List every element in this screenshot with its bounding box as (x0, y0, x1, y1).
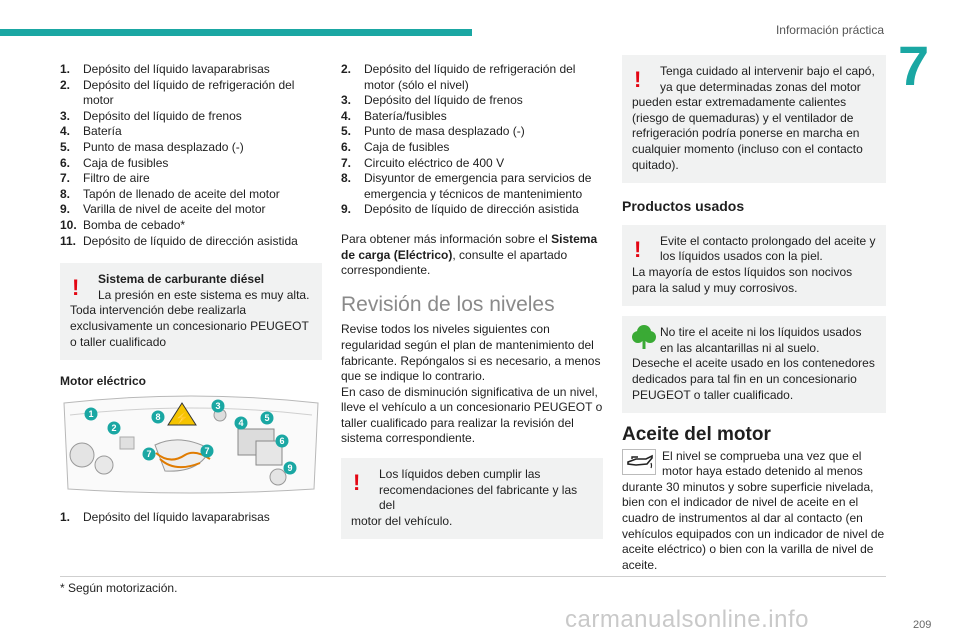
chapter-number: 7 (898, 34, 930, 97)
warning-box-hot-engine (622, 55, 886, 183)
callout-label: 9 (287, 463, 293, 474)
charging-info-text: Para obtener más información sobre el Sistema de carga (Eléctrico), consulte el apartado correspondiente. (341, 231, 598, 278)
warning-icon: ! (634, 236, 642, 262)
column-1 (60, 62, 322, 390)
list-item: 2. Depósito del líquido de refrigeración del motor (sólo el nivel) (341, 62, 576, 92)
page-number: 209 (913, 619, 932, 631)
levels-paragraph: En caso de disminución significativa de un nivel, lleve el vehículo a un concesionario PEUGEOT o taller cualificado para realizar la revisión del sistema correspondiente. (341, 384, 603, 446)
list-item: 5. Punto de masa desplazado (-) (60, 139, 244, 154)
warning-text: La mayoría de estos líquidos son nocivos para la salud y muy corrosivos. (632, 264, 853, 295)
eco-box-disposal (622, 316, 886, 413)
oil-level-text (622, 449, 886, 574)
warning-box-fluids (341, 458, 603, 539)
callout-2 (108, 422, 121, 435)
warning-text: Toda intervención debe realizarla exclusivamente un concesionario PEUGEOT o taller cualificado (70, 303, 309, 349)
list-item: 6. Caja de fusibles (341, 139, 450, 154)
list-item: 7. Filtro de aire (60, 171, 150, 186)
warning-box-used-products (622, 225, 886, 306)
engine-oil-heading: Aceite del motor (622, 424, 771, 446)
tree-icon (632, 324, 656, 350)
callout-label: 7 (204, 446, 210, 457)
eco-text: Deseche el aceite usado en los contenedores dedicados para tal fin en un concesionario PEUGEOT o taller cualificado. (632, 356, 875, 402)
list-item: 1. Depósito del líquido lavaparabrisas (60, 510, 270, 524)
callout-8 (152, 411, 165, 424)
oil-text: durante 30 minutos y sobre superficie nivelada, bien con el indicador de nivel de aceite en el cuadro de instrumentos al dar al contacto (en vehículos equipados con un indicador de nivel de aceite eléctrico) o bien con la varilla de nivel de aceite. (622, 479, 885, 572)
list-item: 2. Depósito del líquido de refrigeración del motor (60, 77, 295, 108)
callout-9 (284, 462, 297, 475)
header-accent-bar (0, 29, 472, 36)
warning-text: Evite el contacto prolongado del aceite y los líquidos usados con la piel. (660, 233, 876, 264)
footnote-divider (60, 576, 886, 577)
list-item: 11. Depósito de líquido de dirección asistida (60, 233, 298, 248)
list-item: 4. Batería (60, 124, 122, 139)
component-list-electric (341, 62, 603, 218)
callout-7a (143, 448, 156, 461)
list-item: 7. Circuito eléctrico de 400 V (341, 155, 505, 170)
oil-can-icon (622, 449, 656, 475)
footnote: * Según motorización. (60, 581, 178, 595)
list-item: 9. Varilla de nivel de aceite del motor (60, 202, 266, 217)
warning-icon: ! (353, 470, 361, 496)
column-3 (622, 55, 886, 573)
levels-paragraph: Revise todos los niveles siguientes con regularidad según el plan de mantenimiento del fabricante. Repóngalos si es necesario, a menos que se indique lo contrario. (341, 322, 601, 384)
callout-5 (261, 412, 274, 425)
warning-text: Los líquidos deben cumplir las recomendaciones del fabricante y las del (379, 467, 578, 513)
list-item: 8. Disyuntor de emergencia para servicios de emergencia y técnicos de mantenimiento (341, 171, 592, 201)
engine-bay-illustration (60, 393, 322, 497)
warning-text: La presión en este sistema es muy alta. (98, 287, 310, 302)
list-item: 10. Bomba de cebado* (60, 217, 186, 232)
list-item: 8. Tapón de llenado de aceite del motor (60, 186, 280, 201)
callout-label: 8 (155, 412, 161, 423)
eco-text: No tire el aceite ni los líquidos usados en las alcantarillas ni al suelo. (660, 325, 862, 355)
callout-6 (276, 435, 289, 448)
callout-3 (212, 400, 225, 413)
motor-heading: Motor eléctrico (60, 374, 147, 389)
warning-icon: ! (634, 67, 642, 92)
warning-text: pueden estar extremadamente calientes (riesgo de quemaduras) y el ventilador de refrigeración podría ponerse en marcha en cualquier momento (incluso con el contacto quitado). (632, 95, 863, 172)
callout-label: 1 (88, 409, 94, 420)
list-item: 4. Batería/fusibles (341, 108, 447, 123)
callout-1 (85, 408, 98, 421)
callout-label: 2 (111, 423, 117, 434)
warning-icon: ! (72, 275, 80, 301)
callout-label: 4 (238, 418, 244, 429)
warning-text: motor del vehículo. (351, 513, 453, 528)
oil-text: El nivel se comprueba una vez que el motor haya estado detenido al menos (662, 448, 863, 479)
callout-7b (201, 445, 214, 458)
callout-label: 3 (215, 401, 221, 412)
products-heading: Productos usados (622, 198, 745, 215)
svg-text:⚡: ⚡ (174, 411, 190, 425)
warning-text: Tenga cuidado al intervenir bajo el capó, ya que determinadas zonas del motor (660, 64, 875, 94)
list-item: 1. Depósito del líquido lavaparabrisas (60, 62, 270, 76)
warning-title: Sistema de carburante diésel (98, 272, 265, 287)
callout-label: 7 (146, 449, 152, 460)
list-item: 6. Caja de fusibles (60, 155, 169, 170)
list-item: 3. Depósito del líquido de frenos (60, 108, 242, 123)
section-title: Información práctica (775, 23, 884, 37)
list-item: 5. Punto de masa desplazado (-) (341, 124, 525, 139)
callout-label: 5 (264, 413, 270, 424)
levels-heading: Revisión de los niveles (341, 292, 555, 316)
component-list-diesel (60, 62, 322, 249)
warning-box-diesel (60, 263, 322, 360)
list-item: 9. Depósito de líquido de dirección asistida (341, 202, 579, 217)
watermark: carmanualsonline.info (565, 606, 809, 633)
column-2 (341, 62, 603, 539)
list-item: 3. Depósito del líquido de frenos (341, 93, 523, 108)
callout-label: 6 (279, 436, 285, 447)
callout-4 (235, 417, 248, 430)
electric-component-list (60, 510, 322, 526)
